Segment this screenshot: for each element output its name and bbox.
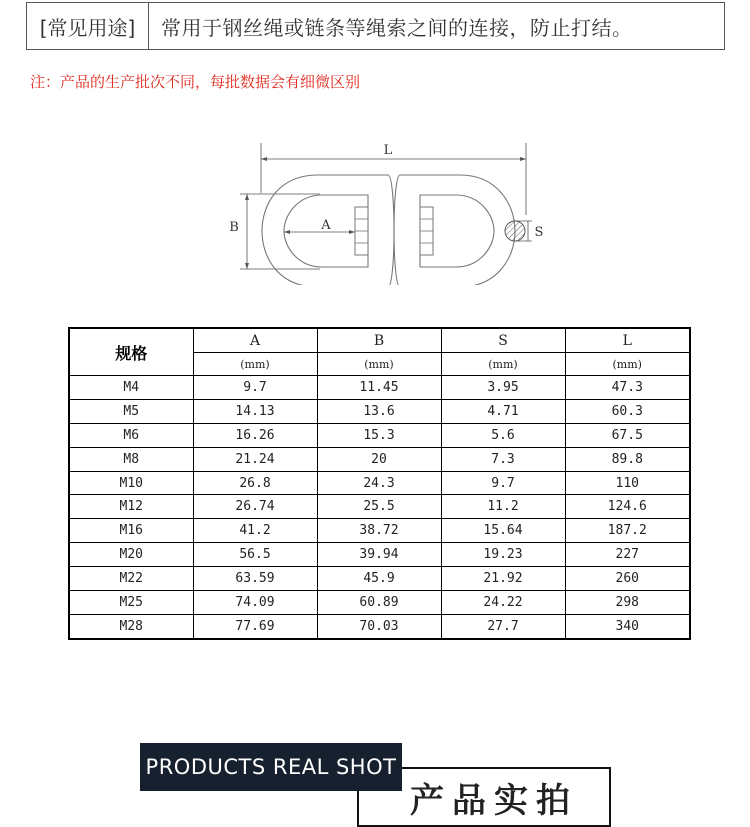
col-header-B: B (317, 328, 441, 353)
swivel-diagram (210, 135, 560, 285)
usage-text: 常用于钢丝绳或链条等绳索之间的连接，防止打结。 (161, 15, 633, 40)
table-row (69, 519, 690, 543)
col-header-L: L (565, 328, 690, 353)
dim-label-S: S (534, 225, 544, 240)
value-l: 340 (565, 614, 690, 638)
value-b: 45.9 (317, 567, 441, 591)
table-row (69, 471, 690, 495)
value-b: 20 (317, 447, 441, 471)
value-l: 110 (565, 471, 690, 495)
value-a: 26.74 (193, 495, 317, 519)
value-b: 25.5 (317, 495, 441, 519)
dim-label-B: B (229, 220, 239, 235)
spec-cell: M4 (69, 376, 193, 400)
table-row (69, 423, 690, 447)
value-b: 15.3 (317, 423, 441, 447)
unit-L: (mm) (565, 353, 690, 376)
table-row (69, 614, 690, 638)
col-header-S: S (441, 328, 565, 353)
value-a: 14.13 (193, 399, 317, 423)
value-l: 187.2 (565, 519, 690, 543)
value-a: 16.26 (193, 423, 317, 447)
table-row (69, 399, 690, 423)
value-b: 24.3 (317, 471, 441, 495)
value-s: 9.7 (441, 471, 565, 495)
section-title: 产品实拍 (410, 781, 578, 821)
value-b: 38.72 (317, 519, 441, 543)
table-row (69, 447, 690, 471)
spec-cell: M5 (69, 399, 193, 423)
value-a: 77.69 (193, 614, 317, 638)
table-row (69, 591, 690, 615)
value-s: 21.92 (441, 567, 565, 591)
value-l: 298 (565, 591, 690, 615)
spec-cell: M12 (69, 495, 193, 519)
unit-B: (mm) (317, 353, 441, 376)
value-s: 7.3 (441, 447, 565, 471)
value-s: 24.22 (441, 591, 565, 615)
value-s: 11.2 (441, 495, 565, 519)
spec-cell: M20 (69, 543, 193, 567)
spec-cell: M22 (69, 567, 193, 591)
value-b: 70.03 (317, 614, 441, 638)
spec-cell: M8 (69, 447, 193, 471)
usage-tag: [常见用途] (27, 3, 149, 49)
spec-cell: M16 (69, 519, 193, 543)
spec-cell: M6 (69, 423, 193, 447)
value-l: 260 (565, 567, 690, 591)
batch-note: 注：产品的生产批次不同，每批数据会有细微区别 (30, 73, 361, 91)
value-l: 227 (565, 543, 690, 567)
value-s: 3.95 (441, 376, 565, 400)
usage-box (26, 2, 725, 50)
spec-cell: M10 (69, 471, 193, 495)
value-a: 9.7 (193, 376, 317, 400)
value-a: 41.2 (193, 519, 317, 543)
dim-label-A: A (321, 218, 331, 233)
value-l: 47.3 (565, 376, 690, 400)
value-s: 19.23 (441, 543, 565, 567)
value-a: 63.59 (193, 567, 317, 591)
value-l: 124.6 (565, 495, 690, 519)
value-a: 56.5 (193, 543, 317, 567)
table-row (69, 376, 690, 400)
unit-A: (mm) (193, 353, 317, 376)
spec-cell: M28 (69, 614, 193, 638)
value-l: 60.3 (565, 399, 690, 423)
products-real-shot-banner: PRODUCTS REAL SHOT (140, 743, 402, 791)
table-row (69, 543, 690, 567)
dim-label-L: L (383, 143, 393, 158)
table-row (69, 495, 690, 519)
table-row (69, 567, 690, 591)
value-a: 26.8 (193, 471, 317, 495)
value-b: 39.94 (317, 543, 441, 567)
col-header-A: A (193, 328, 317, 353)
value-b: 13.6 (317, 399, 441, 423)
value-b: 60.89 (317, 591, 441, 615)
value-b: 11.45 (317, 376, 441, 400)
value-s: 27.7 (441, 614, 565, 638)
value-l: 67.5 (565, 423, 690, 447)
unit-S: (mm) (441, 353, 565, 376)
spec-cell: M25 (69, 591, 193, 615)
value-l: 89.8 (565, 447, 690, 471)
spec-table (68, 327, 691, 640)
spec-header: 规格 (69, 328, 193, 376)
value-a: 74.09 (193, 591, 317, 615)
value-s: 4.71 (441, 399, 565, 423)
value-s: 15.64 (441, 519, 565, 543)
value-a: 21.24 (193, 447, 317, 471)
value-s: 5.6 (441, 423, 565, 447)
